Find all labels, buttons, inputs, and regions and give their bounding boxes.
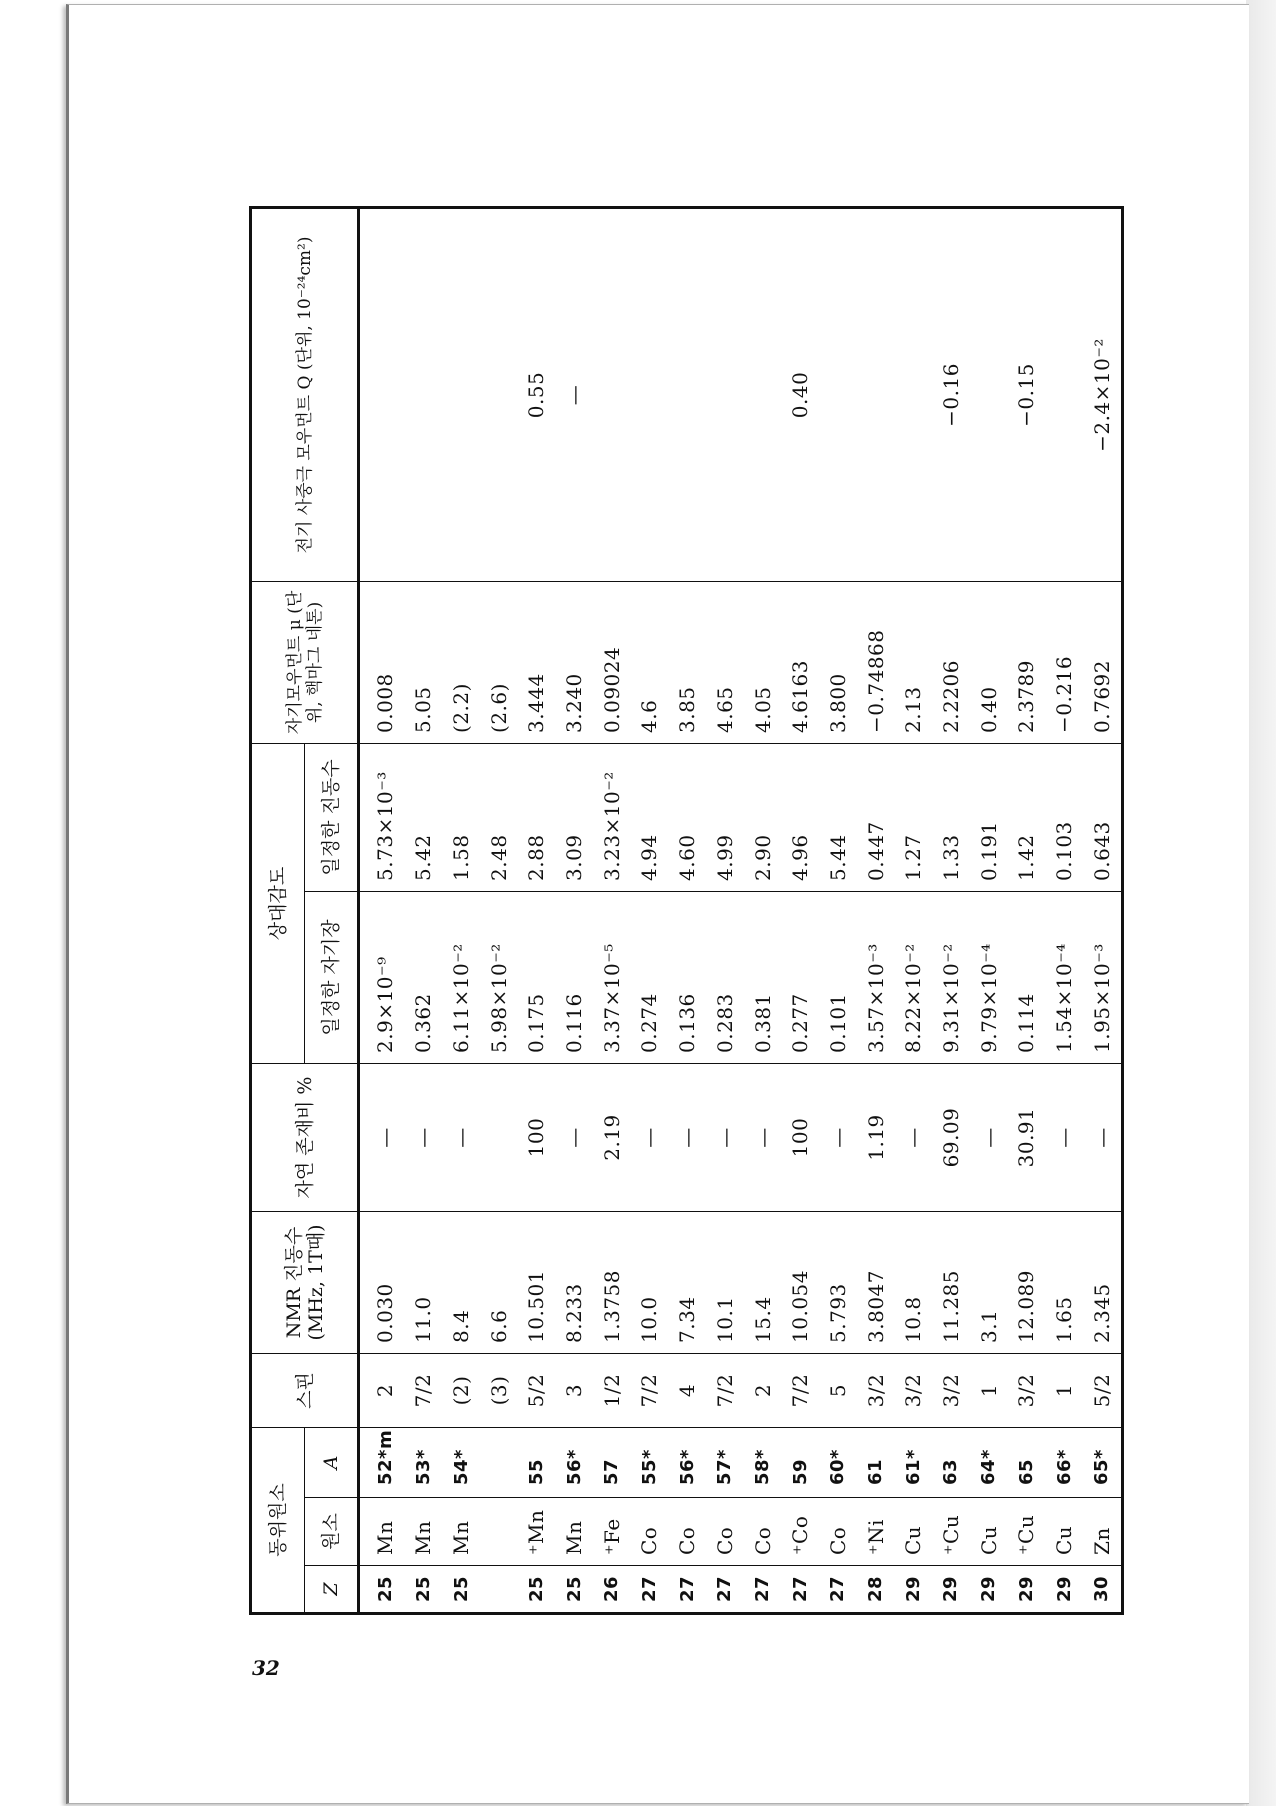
cell-abundance: —: [359, 1063, 405, 1211]
cell-nmr-frequency: 12.089: [1008, 1211, 1046, 1353]
cell-spin: 7/2: [706, 1353, 744, 1427]
cell-spin: 3/2: [932, 1353, 970, 1427]
table-row: [1008, 207, 1046, 1613]
cell-fixed-field: 3.57×10⁻³: [857, 891, 895, 1063]
cell-z: 25: [555, 1566, 593, 1614]
cell-z: 25: [405, 1566, 443, 1614]
table-row: [932, 207, 970, 1613]
cell-fixed-field: 9.79×10⁻⁴: [970, 891, 1008, 1063]
table-row: [668, 207, 706, 1613]
cell-magnetic-moment: 2.3789: [1008, 581, 1046, 743]
cell-abundance: 2.19: [593, 1063, 631, 1211]
cell-spin: 3/2: [857, 1353, 895, 1427]
cell-fixed-field: 0.362: [405, 891, 443, 1063]
cell-nmr-frequency: 6.6: [480, 1211, 518, 1353]
page-number: 32: [252, 1656, 280, 1680]
header-isotope-group: 동위원소: [251, 1427, 305, 1613]
header-natural-abundance: 자연 존재비 %: [251, 1063, 359, 1211]
cell-abundance: —: [706, 1063, 744, 1211]
cell-element: Co: [706, 1498, 744, 1566]
cell-z: 27: [744, 1566, 782, 1614]
cell-spin: 2: [359, 1353, 405, 1427]
cell-mass-number: 59: [781, 1427, 819, 1497]
cell-quadrupole-moment: [668, 207, 706, 581]
cell-abundance: [480, 1063, 518, 1211]
cell-magnetic-moment: −0.216: [1045, 581, 1083, 743]
cell-nmr-frequency: 2.345: [1083, 1211, 1123, 1353]
cell-element: Co: [631, 1498, 669, 1566]
cell-magnetic-moment: 0.7692: [1083, 581, 1123, 743]
cell-z: 26: [593, 1566, 631, 1614]
cell-fixed-frequency: 4.96: [781, 743, 819, 891]
cell-magnetic-moment: 5.05: [405, 581, 443, 743]
cell-quadrupole-moment: [359, 207, 405, 581]
cell-magnetic-moment: 4.05: [744, 581, 782, 743]
cell-spin: 1: [1045, 1353, 1083, 1427]
table-row: [442, 207, 480, 1613]
cell-fixed-frequency: 5.73×10⁻³: [359, 743, 405, 891]
cell-element: Cu: [970, 1498, 1008, 1566]
cell-quadrupole-moment: [1045, 207, 1083, 581]
cell-fixed-frequency: 0.103: [1045, 743, 1083, 891]
header-relative-sensitivity: 상대감도: [251, 743, 305, 1063]
cell-nmr-frequency: 5.793: [819, 1211, 857, 1353]
cell-abundance: 1.19: [857, 1063, 895, 1211]
header-magnetic-moment: 자기모우먼트 μ (단위, 핵마그 네톤): [251, 581, 359, 743]
cell-z: 25: [359, 1566, 405, 1614]
cell-abundance: 30.91: [1008, 1063, 1046, 1211]
cell-quadrupole-moment: [706, 207, 744, 581]
cell-quadrupole-moment: 0.40: [788, 371, 813, 419]
cell-element: ⁺Ni: [857, 1498, 895, 1566]
cell-mass-number: 61*: [894, 1427, 932, 1497]
cell-abundance: —: [405, 1063, 443, 1211]
table-row: [518, 207, 556, 1613]
cell-abundance: 100: [518, 1063, 556, 1211]
cell-z: 27: [668, 1566, 706, 1614]
cell-element: Mn: [405, 1498, 443, 1566]
cell-nmr-frequency: 8.4: [442, 1211, 480, 1353]
cell-quadrupole-moment: [744, 207, 782, 581]
scan-edge: [1246, 0, 1276, 1806]
cell-element: Zn: [1083, 1498, 1123, 1566]
cell-quadrupole-moment: [631, 207, 669, 581]
cell-spin: 7/2: [405, 1353, 443, 1427]
cell-fixed-field: 9.31×10⁻²: [932, 891, 970, 1063]
cell-abundance: 100: [781, 1063, 819, 1211]
cell-fixed-field: 5.98×10⁻²: [480, 891, 518, 1063]
cell-spin: 5: [819, 1353, 857, 1427]
cell-spin: (3): [480, 1353, 518, 1427]
cell-fixed-frequency: 0.643: [1083, 743, 1123, 891]
cell-magnetic-moment: (2.6): [480, 581, 518, 743]
cell-z: 29: [894, 1566, 932, 1614]
cell-element: ⁺Fe: [593, 1498, 631, 1566]
cell-fixed-field: 8.22×10⁻²: [894, 891, 932, 1063]
cell-mass-number: 61: [857, 1427, 895, 1497]
cell-nmr-frequency: 3.8047: [857, 1211, 895, 1353]
cell-mass-number: 63: [932, 1427, 970, 1497]
cell-mass-number: 58*: [744, 1427, 782, 1497]
cell-mass-number: 66*: [1045, 1427, 1083, 1497]
cell-abundance: —: [819, 1063, 857, 1211]
cell-mass-number: 52*m: [359, 1427, 405, 1497]
cell-magnetic-moment: 3.444: [518, 581, 556, 743]
cell-abundance: —: [1083, 1063, 1123, 1211]
cell-spin: 5/2: [1083, 1353, 1123, 1427]
cell-nmr-frequency: 3.1: [970, 1211, 1008, 1353]
cell-nmr-frequency: 15.4: [744, 1211, 782, 1353]
cell-fixed-frequency: 1.33: [932, 743, 970, 891]
header-fixed-frequency: 일정한 진동수: [305, 743, 359, 891]
cell-spin: (2): [442, 1353, 480, 1427]
cell-abundance: —: [555, 1063, 593, 1211]
cell-nmr-frequency: 1.65: [1045, 1211, 1083, 1353]
cell-fixed-field: 0.175: [518, 891, 556, 1063]
table-row: [480, 207, 518, 1613]
cell-mass-number: 55*: [631, 1427, 669, 1497]
cell-spin: 1/2: [593, 1353, 631, 1427]
cell-mass-number: 56*: [555, 1427, 593, 1497]
table-header: [251, 207, 359, 1613]
cell-element: ⁺Cu: [1008, 1498, 1046, 1566]
table-row: [857, 207, 895, 1613]
table-row: [405, 207, 443, 1613]
cell-fixed-field: 0.136: [668, 891, 706, 1063]
cell-fixed-field: 3.37×10⁻⁵: [593, 891, 631, 1063]
cell-element: Co: [819, 1498, 857, 1566]
cell-fixed-frequency: 3.09: [555, 743, 593, 891]
cell-nmr-frequency: 10.501: [518, 1211, 556, 1353]
cell-magnetic-moment: 0.09024: [593, 581, 631, 743]
cell-mass-number: 65*: [1083, 1427, 1123, 1497]
cell-magnetic-moment: 2.13: [894, 581, 932, 743]
cell-nmr-frequency: 10.054: [781, 1211, 819, 1353]
cell-nmr-frequency: 7.34: [668, 1211, 706, 1353]
header-mass-number: A: [305, 1427, 359, 1497]
cell-quadrupole-moment: [442, 207, 480, 581]
table-row: [819, 207, 857, 1613]
cell-nmr-frequency: 10.8: [894, 1211, 932, 1353]
cell-fixed-field: 0.116: [555, 891, 593, 1063]
cell-quadrupole-moment: 0.55: [524, 371, 549, 419]
cell-spin: 5/2: [518, 1353, 556, 1427]
cell-fixed-frequency: 2.48: [480, 743, 518, 891]
cell-element: Mn: [442, 1498, 480, 1566]
cell-nmr-frequency: 8.233: [555, 1211, 593, 1353]
cell-z: [480, 1566, 518, 1614]
cell-abundance: —: [744, 1063, 782, 1211]
cell-element: Mn: [359, 1498, 405, 1566]
cell-element: ⁺Mn: [518, 1498, 556, 1566]
cell-magnetic-moment: 3.240: [555, 581, 593, 743]
cell-quadrupole-moment: [894, 207, 932, 581]
cell-mass-number: 54*: [442, 1427, 480, 1497]
cell-nmr-frequency: 11.285: [932, 1211, 970, 1353]
table-row: [593, 207, 631, 1613]
table-body: [359, 207, 1123, 1613]
table-row: [970, 207, 1008, 1613]
cell-magnetic-moment: 4.6163: [781, 581, 819, 743]
cell-fixed-frequency: 5.42: [405, 743, 443, 891]
table-row: [1045, 207, 1083, 1613]
cell-fixed-frequency: 2.90: [744, 743, 782, 891]
cell-quadrupole-moment: —: [562, 384, 587, 406]
cell-fixed-field: 1.54×10⁻⁴: [1045, 891, 1083, 1063]
cell-quadrupole-moment: −0.15: [1014, 363, 1039, 427]
cell-fixed-frequency: 3.23×10⁻²: [593, 743, 631, 891]
cell-magnetic-moment: 3.85: [668, 581, 706, 743]
cell-quadrupole-moment: [819, 207, 857, 581]
rotated-table-container: [249, 209, 1124, 1615]
isotope-nmr-table: [249, 206, 1124, 1615]
table-row: [894, 207, 932, 1613]
header-spin: 스핀: [251, 1353, 359, 1427]
cell-z: 29: [1008, 1566, 1046, 1614]
cell-nmr-frequency: 10.0: [631, 1211, 669, 1353]
cell-element: [480, 1498, 518, 1566]
cell-z: 27: [706, 1566, 744, 1614]
cell-nmr-frequency: 11.0: [405, 1211, 443, 1353]
cell-z: 29: [970, 1566, 1008, 1614]
cell-abundance: —: [970, 1063, 1008, 1211]
cell-z: 25: [442, 1566, 480, 1614]
cell-quadrupole-moment: −0.16: [938, 363, 963, 427]
cell-nmr-frequency: 1.3758: [593, 1211, 631, 1353]
cell-abundance: 69.09: [932, 1063, 970, 1211]
cell-quadrupole-moment: −2.4×10⁻²: [1089, 338, 1114, 452]
cell-magnetic-moment: 4.6: [631, 581, 669, 743]
cell-quadrupole-moment: [480, 207, 518, 581]
cell-element: Co: [668, 1498, 706, 1566]
cell-element: Mn: [555, 1498, 593, 1566]
cell-z: 29: [1045, 1566, 1083, 1614]
cell-fixed-frequency: 2.88: [518, 743, 556, 891]
cell-mass-number: 56*: [668, 1427, 706, 1497]
cell-quadrupole-moment: [593, 207, 631, 581]
cell-fixed-frequency: 0.191: [970, 743, 1008, 891]
cell-abundance: —: [1045, 1063, 1083, 1211]
cell-magnetic-moment: 3.800: [819, 581, 857, 743]
cell-abundance: —: [894, 1063, 932, 1211]
cell-nmr-frequency: 10.1: [706, 1211, 744, 1353]
cell-z: 30: [1083, 1566, 1123, 1614]
cell-z: 28: [857, 1566, 895, 1614]
cell-element: Cu: [894, 1498, 932, 1566]
cell-fixed-frequency: 4.99: [706, 743, 744, 891]
cell-fixed-field: 0.114: [1008, 891, 1046, 1063]
cell-element: ⁺Co: [781, 1498, 819, 1566]
cell-fixed-frequency: 4.94: [631, 743, 669, 891]
cell-z: 25: [518, 1566, 556, 1614]
cell-z: 27: [819, 1566, 857, 1614]
cell-fixed-field: 0.101: [819, 891, 857, 1063]
cell-fixed-field: 0.381: [744, 891, 782, 1063]
cell-mass-number: [480, 1427, 518, 1497]
cell-magnetic-moment: 0.008: [359, 581, 405, 743]
cell-nmr-frequency: 0.030: [359, 1211, 405, 1353]
table-row: [1083, 207, 1123, 1613]
cell-abundance: —: [668, 1063, 706, 1211]
table-row: [555, 207, 593, 1613]
cell-mass-number: 65: [1008, 1427, 1046, 1497]
cell-magnetic-moment: −0.74868: [857, 581, 895, 743]
table-row: [744, 207, 782, 1613]
cell-fixed-frequency: 0.447: [857, 743, 895, 891]
cell-magnetic-moment: 4.65: [706, 581, 744, 743]
cell-mass-number: 64*: [970, 1427, 1008, 1497]
table-row: [631, 207, 669, 1613]
cell-fixed-field: 1.95×10⁻³: [1083, 891, 1123, 1063]
cell-fixed-field: 0.277: [781, 891, 819, 1063]
cell-magnetic-moment: (2.2): [442, 581, 480, 743]
cell-spin: 3: [555, 1353, 593, 1427]
cell-fixed-frequency: 1.42: [1008, 743, 1046, 891]
cell-spin: 2: [744, 1353, 782, 1427]
cell-mass-number: 57*: [706, 1427, 744, 1497]
cell-spin: 7/2: [781, 1353, 819, 1427]
cell-spin: 1: [970, 1353, 1008, 1427]
cell-abundance: —: [631, 1063, 669, 1211]
cell-fixed-field: 0.283: [706, 891, 744, 1063]
cell-z: 27: [781, 1566, 819, 1614]
cell-element: Co: [744, 1498, 782, 1566]
header-element: 원소: [305, 1498, 359, 1566]
cell-spin: 3/2: [894, 1353, 932, 1427]
cell-spin: 7/2: [631, 1353, 669, 1427]
header-nmr-frequency: NMR 진동수 (MHz, 1T때): [251, 1211, 359, 1353]
cell-magnetic-moment: 0.40: [970, 581, 1008, 743]
cell-fixed-frequency: 4.60: [668, 743, 706, 891]
header-z: Z: [305, 1566, 359, 1614]
cell-abundance: —: [442, 1063, 480, 1211]
cell-magnetic-moment: 2.2206: [932, 581, 970, 743]
cell-z: 27: [631, 1566, 669, 1614]
table-row: [359, 207, 405, 1613]
cell-fixed-frequency: 1.58: [442, 743, 480, 891]
cell-spin: 4: [668, 1353, 706, 1427]
cell-element: Cu: [1045, 1498, 1083, 1566]
cell-fixed-field: 0.274: [631, 891, 669, 1063]
cell-spin: 3/2: [1008, 1353, 1046, 1427]
cell-element: ⁺Cu: [932, 1498, 970, 1566]
cell-z: 29: [932, 1566, 970, 1614]
cell-fixed-field: 6.11×10⁻²: [442, 891, 480, 1063]
table-row: [781, 207, 819, 1613]
header-quadrupole-moment: 전기 사중극 모우먼트 Q (단위, 10⁻²⁴cm²): [251, 207, 359, 581]
cell-mass-number: 57: [593, 1427, 631, 1497]
header-fixed-field: 일정한 자기장: [305, 891, 359, 1063]
cell-mass-number: 55: [518, 1427, 556, 1497]
cell-fixed-frequency: 1.27: [894, 743, 932, 891]
cell-fixed-field: 2.9×10⁻⁹: [359, 891, 405, 1063]
cell-fixed-frequency: 5.44: [819, 743, 857, 891]
table-row: [706, 207, 744, 1613]
cell-mass-number: 53*: [405, 1427, 443, 1497]
cell-quadrupole-moment: [857, 207, 895, 581]
cell-quadrupole-moment: [970, 207, 1008, 581]
cell-quadrupole-moment: [405, 207, 443, 581]
cell-mass-number: 60*: [819, 1427, 857, 1497]
